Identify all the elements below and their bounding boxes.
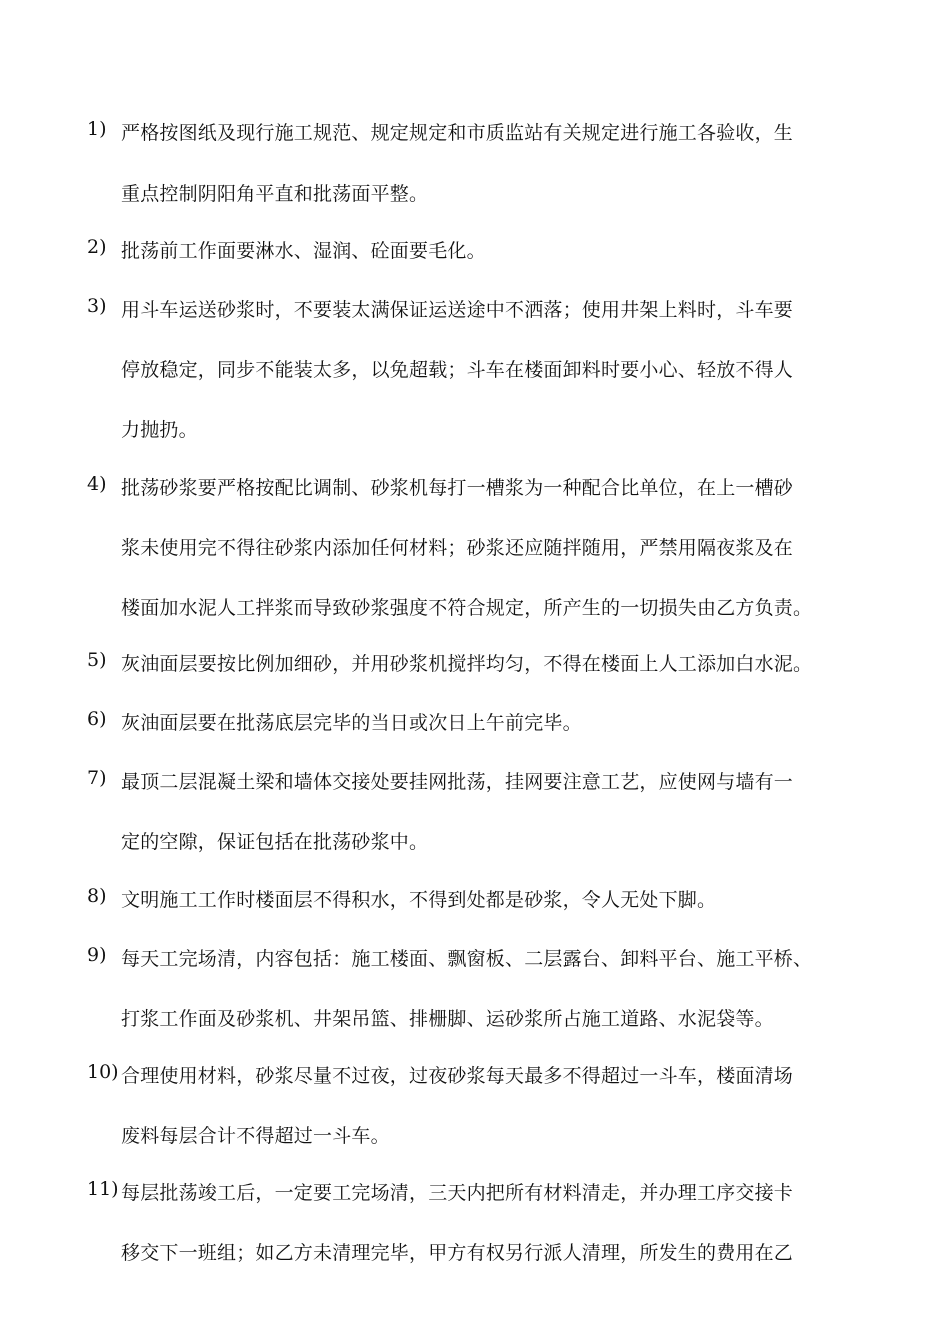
item-text-line: 重点控制阴阳角平直和批荡面平整。 bbox=[121, 183, 429, 205]
item-number: 2) bbox=[87, 236, 107, 258]
item-number: 5) bbox=[87, 649, 107, 671]
item-number: 8) bbox=[87, 885, 107, 907]
item-number: 11) bbox=[87, 1178, 119, 1200]
item-text-line: 文明施工工作时楼面层不得积水，不得到处都是砂浆，令人无处下脚。 bbox=[121, 889, 717, 911]
item-text-line: 浆未使用完不得往砂浆内添加任何材料；砂浆还应随拌随用，严禁用隔夜浆及在 bbox=[121, 537, 794, 559]
item-number: 9) bbox=[87, 944, 107, 966]
item-text-line: 灰油面层要按比例加细砂，并用砂浆机搅拌均匀，不得在楼面上人工添加白水泥。 bbox=[121, 653, 813, 675]
item-number: 3) bbox=[87, 295, 107, 317]
item-text-line: 最顶二层混凝土梁和墙体交接处要挂网批荡，挂网要注意工艺，应使网与墙有一 bbox=[121, 771, 794, 793]
item-text-line: 灰油面层要在批荡底层完毕的当日或次日上午前完毕。 bbox=[121, 712, 582, 734]
item-number: 1) bbox=[87, 118, 107, 140]
item-text-line: 批荡砂浆要严格按配比调制、砂浆机每打一槽浆为一种配合比单位，在上一槽砂 bbox=[121, 477, 794, 499]
item-text-line: 移交下一班组；如乙方未清理完毕，甲方有权另行派人清理，所发生的费用在乙 bbox=[121, 1242, 794, 1264]
item-text-line: 废料每层合计不得超过一斗车。 bbox=[121, 1125, 390, 1147]
item-text-line: 定的空隙，保证包括在批荡砂浆中。 bbox=[121, 831, 429, 853]
item-number: 10) bbox=[87, 1061, 119, 1083]
item-number: 4) bbox=[87, 473, 107, 495]
item-text-line: 打浆工作面及砂浆机、井架吊篮、排栅脚、运砂浆所占施工道路、水泥袋等。 bbox=[121, 1008, 774, 1030]
item-text-line: 楼面加水泥人工拌浆而导致砂浆强度不符合规定，所产生的一切损失由乙方负责。 bbox=[121, 597, 813, 619]
item-number: 6) bbox=[87, 708, 107, 730]
item-text-line: 合理使用材料，砂浆尽量不过夜，过夜砂浆每天最多不得超过一斗车，楼面清场 bbox=[121, 1065, 794, 1087]
item-text-line: 每层批荡竣工后，一定要工完场清，三天内把所有材料清走，并办理工序交接卡 bbox=[121, 1182, 794, 1204]
item-text-line: 停放稳定，同步不能装太多，以免超载；斗车在楼面卸料时要小心、轻放不得人 bbox=[121, 359, 794, 381]
item-text-line: 力抛扔。 bbox=[121, 419, 198, 441]
item-text-line: 批荡前工作面要淋水、湿润、砼面要毛化。 bbox=[121, 240, 486, 262]
item-text-line: 严格按图纸及现行施工规范、规定规定和市质监站有关规定进行施工各验收，生 bbox=[121, 122, 794, 144]
item-text-line: 用斗车运送砂浆时，不要装太满保证运送途中不洒落；使用井架上料时，斗车要 bbox=[121, 299, 794, 321]
item-text-line: 每天工完场清，内容包括：施工楼面、飘窗板、二层露台、卸料平台、施工平桥、 bbox=[121, 948, 813, 970]
item-number: 7) bbox=[87, 767, 107, 789]
